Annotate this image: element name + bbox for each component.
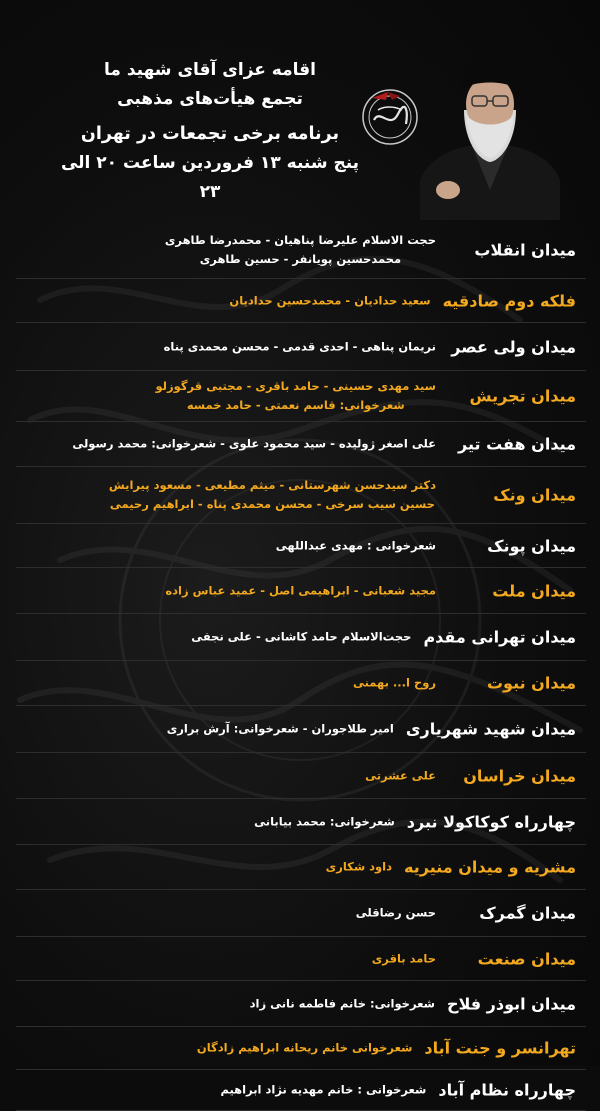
venue-row <box>16 937 586 981</box>
venue-name: فلکه دوم صادقیه <box>442 291 576 310</box>
venue-name: تهرانسر و جنت آباد <box>424 1038 576 1058</box>
participants-line: شعرخوانی: محمد بیابانی <box>254 814 395 828</box>
participants-line: سید مهدی حسینی - حامد باقری - مجتبی قرگوزلو <box>155 379 436 393</box>
participants <box>356 904 436 923</box>
venue-row <box>16 467 586 524</box>
participants <box>165 581 436 600</box>
leader-portrait <box>420 40 560 220</box>
venue-name: میدان پونک <box>487 536 576 555</box>
participants <box>229 291 430 310</box>
venue-row <box>16 422 586 467</box>
participants <box>72 435 436 454</box>
venue-row <box>16 753 586 799</box>
venue-row <box>16 524 586 568</box>
participants <box>326 858 392 877</box>
header <box>0 0 600 218</box>
mourning-seal-icon <box>360 86 420 148</box>
venue-name: میدان ولی عصر <box>451 337 576 356</box>
venue-row <box>16 799 586 845</box>
venue-name: میدان صنعت <box>477 949 576 968</box>
venue-name: میدان نبوت <box>486 673 576 693</box>
participants-line: علی عشرتی <box>365 768 436 782</box>
venue-row <box>16 614 586 661</box>
participants-line: شعرخوانی خانم ریحانه ابراهیم زادگان <box>196 1040 413 1055</box>
venue-row <box>16 890 586 937</box>
participants <box>276 536 436 555</box>
participants <box>167 720 394 739</box>
participants-line: حامد باقری <box>371 951 436 965</box>
venue-row <box>16 1070 586 1111</box>
participants <box>155 377 436 415</box>
venue-row <box>16 222 586 279</box>
participants <box>164 337 436 356</box>
venue-row <box>16 981 586 1027</box>
participants <box>197 1039 412 1058</box>
participants-line: شعرخوانی: خانم فاطمه نانی زاد <box>249 996 435 1010</box>
venue-row <box>16 568 586 614</box>
venue-row <box>16 279 586 323</box>
participants <box>365 766 436 785</box>
participants-line: حجت الاسلام علیرضا پناهیان - محمدرضا طاهری <box>164 233 436 247</box>
participants-line: دکتر سیدحسن شهرستانی - میثم مطیعی - مسعود پیرایش <box>108 478 436 492</box>
participants <box>191 628 411 647</box>
venue-row <box>16 1027 586 1070</box>
venue-name: میدان ابوذر فلاح <box>446 994 576 1013</box>
participants-line: شعرخوانی: قاسم نعمتی - حامد خمسه <box>186 398 405 412</box>
participants <box>250 994 435 1013</box>
header-line-2: تجمع هیأت‌های مذهبی <box>117 89 303 109</box>
participants-line: شعرخوانی : مهدی عبداللهی <box>275 538 436 552</box>
venue-name: میدان انقلاب <box>474 240 576 260</box>
participants-line: روح ا... بهمنی <box>352 675 436 690</box>
header-line-1: اقامه عزای آقای شهید ما <box>104 60 316 80</box>
venue-name: میدان گمرک <box>479 903 576 923</box>
venue-name: میدان شهید شهریاری <box>405 719 576 739</box>
venue-name: میدان تهرانی مقدم <box>423 627 576 647</box>
participants-line: داود شکاری <box>325 859 393 874</box>
participants-line: مجید شعبانی - ابراهیمی اصل - عمید عباس زاده <box>165 583 436 597</box>
participants-line: امیر طلاجوران - شعرخوانی: آرش براری <box>166 721 394 736</box>
venue-name: چهارراه کوکاکولا نبرد <box>406 812 576 831</box>
participants <box>109 476 436 514</box>
venue-name: چهارراه نظام آباد <box>438 1080 576 1100</box>
participants-line: شعرخوانی : خانم مهدیه نژاد ابراهیم <box>220 1082 427 1097</box>
venue-row <box>16 371 586 422</box>
header-title-block <box>60 56 360 207</box>
participants <box>353 674 436 693</box>
venue-name: میدان هفت تیر <box>458 434 576 454</box>
venue-name: میدان ملت <box>492 581 576 600</box>
program-list <box>16 222 586 1111</box>
venue-name: میدان ونک <box>493 485 576 505</box>
participants-line: حسن رضاقلی <box>355 905 436 920</box>
venue-row <box>16 323 586 371</box>
venue-row <box>16 706 586 753</box>
header-line-4: پنج شنبه ۱۳ فروردین ساعت ۲۰ الی ۲۳ <box>60 153 360 202</box>
venue-name: میدان تجریش <box>469 386 576 406</box>
venue-row <box>16 661 586 706</box>
participants-line: علی اصغر ژولیده - سید محمود علوی - شعرخوانی: محمد رسولی <box>72 436 436 451</box>
venue-name: میدان خراسان <box>463 766 576 785</box>
venue-name: مشریه و میدان منیریه <box>404 857 576 877</box>
venue-row <box>16 845 586 890</box>
participants-line: حجت‌الاسلام حامد کاشانی - علی نجفی <box>191 629 412 644</box>
participants <box>165 231 436 269</box>
header-line-3: برنامه برخی تجمعات در تهران <box>80 124 340 144</box>
participants-line: محمدحسین پویانفر - حسین طاهری <box>199 252 402 266</box>
participants-line: سعید حدادیان - محمدحسین حدادیان <box>229 293 431 307</box>
participants <box>372 949 436 968</box>
participants <box>254 812 395 831</box>
participants-line: حسین سیب سرخی - محسن محمدی پناه - ابراهیم رحیمی <box>109 497 435 511</box>
participants-line: نریمان پناهی - احدی قدمی - محسن محمدی پناه <box>163 339 436 353</box>
participants <box>220 1081 426 1100</box>
